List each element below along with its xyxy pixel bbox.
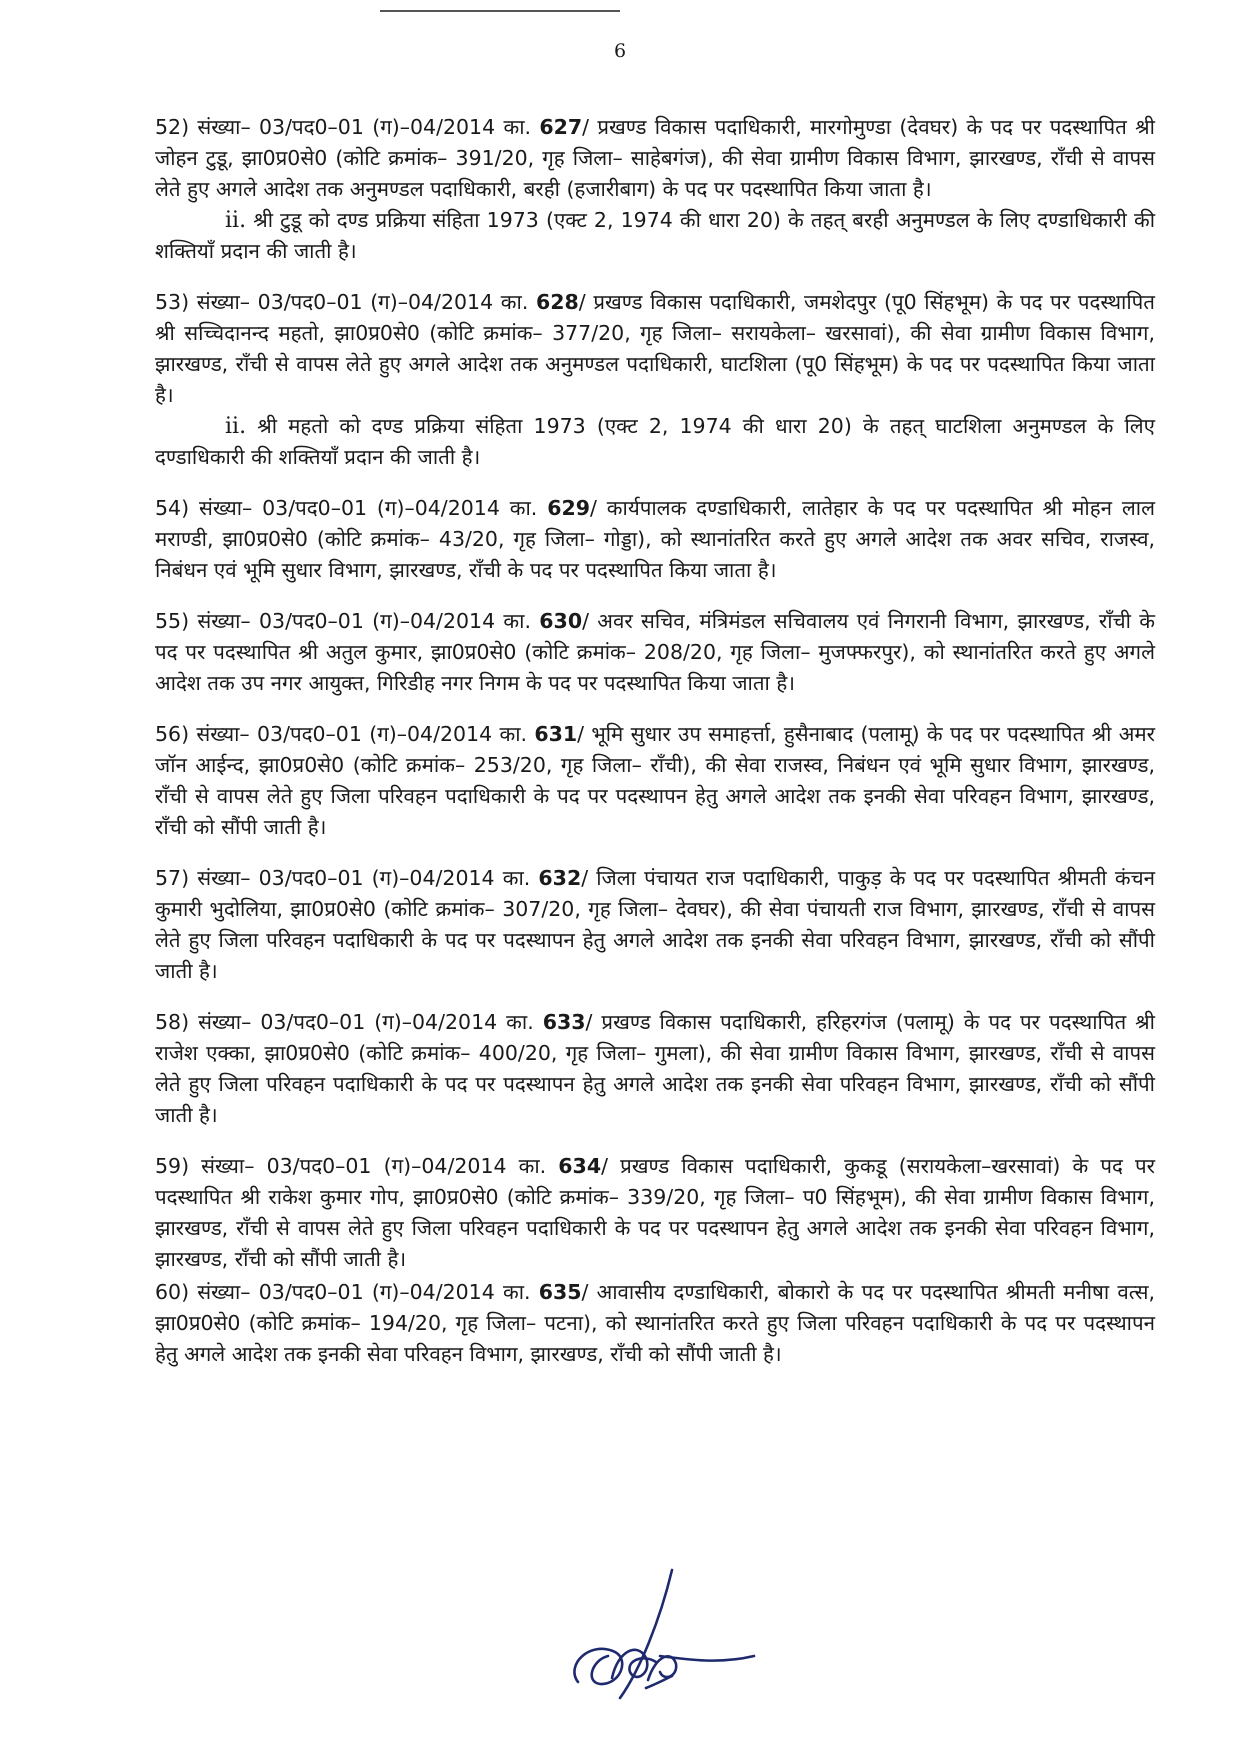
order-paragraph-58 [155, 1007, 1155, 1131]
order-number: 627 [539, 115, 583, 139]
order-paragraph-54 [155, 493, 1155, 586]
order-text: 54) संख्या– 03/पद0–01 (ग)–04/2014 का. 629/ कार्यपालक दण्डाधिकारी, लातेहार के पद पर पदस्थापित श्री मोहन लाल मराण्डी, झा0प्र0से0 (कोटि क्रमांक– 43/20, गृह जिला– गोड्डा), को स्थानांतरित करते हुए अगले आदेश तक अवर सचिव, राजस्व, निबंधन एवं भूमि सुधार विभाग, झारखण्ड, राँची के पद पर पदस्थापित किया जाता है। [155, 496, 1155, 582]
order-text: 53) संख्या– 03/पद0–01 (ग)–04/2014 का. 628/ प्रखण्ड विकास पदाधिकारी, जमशेदपुर (पू0 सिंहभूम) के पद पर पदस्थापित श्री सच्चिदानन्द महतो, झा0प्र0से0 (कोटि क्रमांक– 377/20, गृह जिला– सरायकेला– खरसावां), की सेवा ग्रामीण विकास विभाग, झारखण्ड, राँची से वापस लेते हुए अगले आदेश तक अनुमण्डल पदाधिकारी, घाटशिला (पू0 सिंहभूम) के पद पर पदस्थापित किया जाता है। [155, 290, 1155, 407]
order-paragraph-56 [155, 719, 1155, 843]
order-text: 55) संख्या– 03/पद0–01 (ग)–04/2014 का. 630/ अवर सचिव, मंत्रिमंडल सचिवालय एवं निगरानी विभाग, झारखण्ड, राँची के पद पर पदस्थापित श्री अतुल कुमार, झा0प्र0से0 (कोटि क्रमांक– 208/20, गृह जिला– मुजफ्फरपुर), को स्थानांतरित करते हुए अगले आदेश तक उप नगर आयुक्त, गिरिडीह नगर निगम के पद पर पदस्थापित किया जाता है। [155, 609, 1155, 695]
order-paragraph-60 [155, 1277, 1155, 1370]
order-text: 56) संख्या– 03/पद0–01 (ग)–04/2014 का. 631/ भूमि सुधार उप समाहर्त्ता, हुसैनाबाद (पलामू) के पद पर पदस्थापित श्री अमर जॉन आईन्द, झा0प्र0से0 (कोटि क्रमांक– 253/20, गृह जिला– राँची), की सेवा राजस्व, निबंधन एवं भूमि सुधार विभाग, झारखण्ड, राँची से वापस लेते हुए जिला परिवहन पदाधिकारी के पद पर पदस्थापन हेतु अगले आदेश तक इनकी सेवा परिवहन विभाग, झारखण्ड, राँची को सौंपी जाती है। [155, 722, 1155, 839]
order-text: 59) संख्या– 03/पद0–01 (ग)–04/2014 का. 634/ प्रखण्ड विकास पदाधिकारी, कुकडू (सरायकेला–खरसावां) के पद पर पदस्थापित श्री राकेश कुमार गोप, झा0प्र0से0 (कोटि क्रमांक– 339/20, गृह जिला– प0 सिंहभूम), की सेवा ग्रामीण विकास विभाग, झारखण्ड, राँची से वापस लेते हुए जिला परिवहन पदाधिकारी के पद पर पदस्थापन हेतु अगले आदेश तक इनकी सेवा परिवहन विभाग, झारखण्ड, राँची को सौंपी जाती है। [155, 1154, 1155, 1271]
page-number: 6 [613, 40, 627, 62]
order-paragraph-52 [155, 112, 1155, 267]
order-paragraph-53 [155, 287, 1155, 473]
order-number: 635 [538, 1280, 582, 1304]
order-number: 630 [539, 609, 583, 633]
order-number: 632 [538, 866, 582, 890]
top-rule [380, 10, 620, 12]
sub-clause: ii. श्री महतो को दण्ड प्रक्रिया संहिता 1973 (एक्ट 2, 1974 की धारा 20) के तहत् घाटशिला अनुमण्डल के लिए दण्डाधिकारी की शक्तियाँ प्रदान की जाती है। [155, 414, 1155, 469]
order-number: 628 [535, 290, 579, 314]
sub-clause-marker: ii. [225, 414, 247, 439]
sub-clause-marker: ii. [225, 208, 247, 233]
order-text: 57) संख्या– 03/पद0–01 (ग)–04/2014 का. 632/ जिला पंचायत राज पदाधिकारी, पाकुड़ के पद पर पदस्थापित श्रीमती कंचन कुमारी भुदोलिया, झा0प्र0से0 (कोटि क्रमांक– 307/20, गृह जिला– देवघर), की सेवा पंचायती राज विभाग, झारखण्ड, राँची से वापस लेते हुए जिला परिवहन पदाधिकारी के पद पर पदस्थापन हेतु अगले आदेश तक इनकी सेवा परिवहन विभाग, झारखण्ड, राँची को सौंपी जाती है। [155, 866, 1155, 983]
order-number: 634 [558, 1154, 602, 1178]
order-number: 631 [534, 722, 578, 746]
order-number: 633 [542, 1010, 586, 1034]
order-text: 52) संख्या– 03/पद0–01 (ग)–04/2014 का. 627/ प्रखण्ड विकास पदाधिकारी, मारगोमुण्डा (देवघर) के पद पर पदस्थापित श्री जोहन टुडू, झा0प्र0से0 (कोटि क्रमांक– 391/20, गृह जिला– साहेबगंज), की सेवा ग्रामीण विकास विभाग, झारखण्ड, राँची से वापस लेते हुए अगले आदेश तक अनुमण्डल पदाधिकारी, बरही (हजारीबाग) के पद पर पदस्थापित किया जाता है। [155, 115, 1155, 201]
order-number: 629 [547, 496, 590, 520]
sub-clause: ii. श्री टुडू को दण्ड प्रक्रिया संहिता 1973 (एक्ट 2, 1974 की धारा 20) के तहत् बरही अनुमण्डल के लिए दण्डाधिकारी की शक्तियाँ प्रदान की जाती है। [155, 208, 1155, 263]
handwritten-signature [560, 1560, 760, 1710]
order-text: 58) संख्या– 03/पद0–01 (ग)–04/2014 का. 633/ प्रखण्ड विकास पदाधिकारी, हरिहरगंज (पलामू) के पद पर पदस्थापित श्री राजेश एक्का, झा0प्र0से0 (कोटि क्रमांक– 400/20, गृह जिला– गुमला), की सेवा ग्रामीण विकास विभाग, झारखण्ड, राँची से वापस लेते हुए जिला परिवहन पदाधिकारी के पद पर पदस्थापन हेतु अगले आदेश तक इनकी सेवा परिवहन विभाग, झारखण्ड, राँची को सौंपी जाती है। [155, 1010, 1155, 1127]
document-body [155, 112, 1155, 1390]
order-paragraph-59 [155, 1151, 1155, 1275]
order-paragraph-55 [155, 606, 1155, 699]
order-text: 60) संख्या– 03/पद0–01 (ग)–04/2014 का. 635/ आवासीय दण्डाधिकारी, बोकारो के पद पर पदस्थापित श्रीमती मनीषा वत्स, झा0प्र0से0 (कोटि क्रमांक– 194/20, गृह जिला– पटना), को स्थानांतरित करते हुए जिला परिवहन पदाधिकारी के पद पर पदस्थापन हेतु अगले आदेश तक इनकी सेवा परिवहन विभाग, झारखण्ड, राँची को सौंपी जाती है। [155, 1280, 1156, 1366]
order-paragraph-57 [155, 863, 1155, 987]
